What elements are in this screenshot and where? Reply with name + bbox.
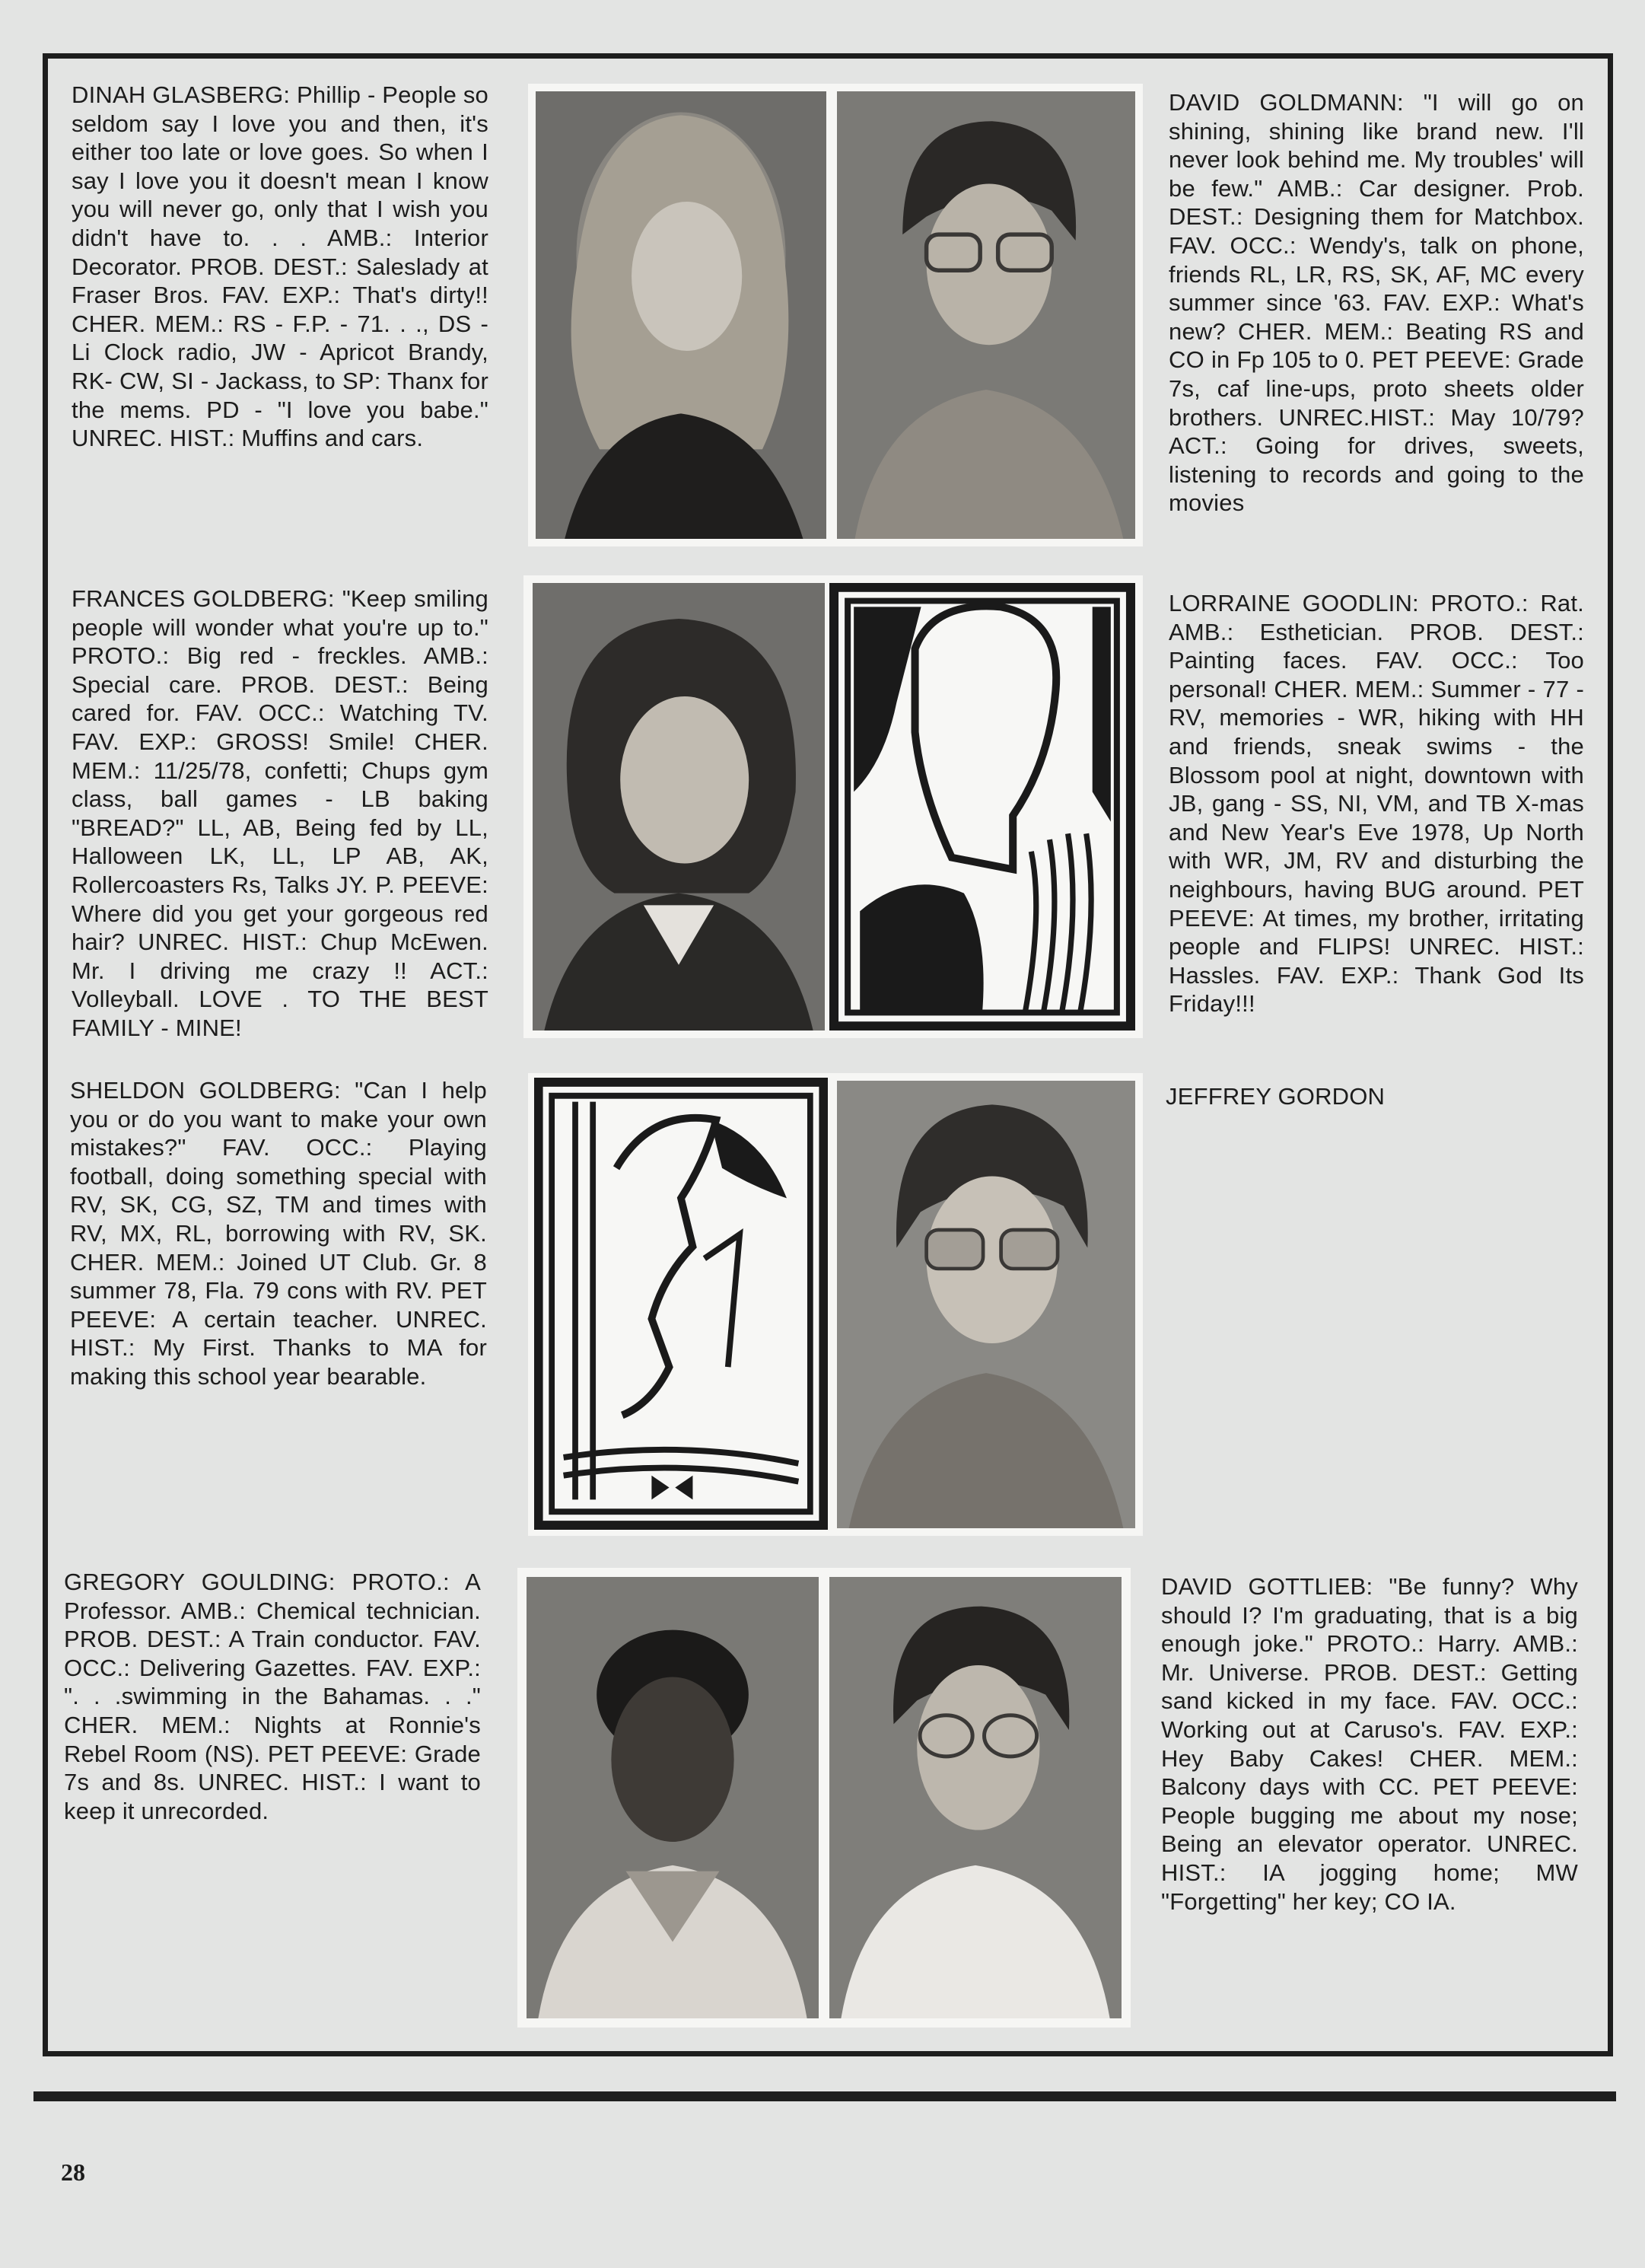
bio-david-goldmann: DAVID GOLDMANN: "I will go on shining, shining like brand new. I'll never look behind me. My troubles' will be few." AMB.: Car designer. Prob. DEST.: Designing them for Matchbox. FAV. OCC.: Wendy's, talk on phone, friends RL, LR, RS, SK, AF, MC every summer since '63. FAV. EXP.: What's new? CHER. MEM.: Beating RS and CO in Fp 105 to 0. PET PEEVE: Grade 7s, caf line-ups, proto sheets older brothers. UNREC.HIST.: May 10/79? ACT.: Going for drives, sweets, listening to records and going to the movies: [1169, 89, 1584, 517]
portrait-photo-jeffrey-gordon: [837, 1081, 1135, 1528]
portrait-photo-frances-goldberg: [533, 583, 825, 1030]
bio-frances-goldberg: FRANCES GOLDBERG: "Keep smiling people will wonder what you're up to." PROTO.: Big red - freckles. AMB.: Special care. PROB. DEST.: Being cared for. FAV. OCC.: Watching TV. FAV. EXP.: GROSS! Smile! CHER. MEM.: 11/25/78, confetti; Chups gym class, ball games - LB baking "BREAD?" LL, AB, Being fed by LL, Halloween LK, LL, LP AB, AK, Rollercoasters Rs, Talks JY. P. PEEVE: Where did you get your gorgeous red hair? UNREC. HIST.: Chup McEwen. Mr. I driving me crazy !! ACT.: Volleyball. LOVE . TO THE BEST FAMILY - MINE!: [72, 585, 488, 1041]
bio-lorraine-goodlin: LORRAINE GOODLIN: PROTO.: Rat. AMB.: Esthetician. PROB. DEST.: Painting faces. FAV. OCC.: Too personal! CHER. MEM.: Summer - 77 - RV, memories - WR, hiking with HH and friends, sneak swims - the Blossom pool at night, downtown with JB, gang - SS, NI, VM, and TB X-mas and New Year's Eve 1978, Up North with WR, JM, RV and disturbing the neighbours, having BUG around. PET PEEVE: At times, my brother, irritating people and FLIPS! UNREC. HIST.: Hassles. FAV. EXP.: Thank God Its Friday!!!: [1169, 590, 1584, 1018]
bio-sheldon-goldberg: SHELDON GOLDBERG: "Can I help you or do you want to make your own mistakes?" FAV. OCC.: Playing football, doing something special with RV, SK, CG, SZ, TM and times with RV, MX, RL, borrowing with RV, SK. CHER. MEM.: Joined UT Club. Gr. 8 summer 78, Fla. 79 cons with RV. PET PEEVE: A certain teacher. UNREC. HIST.: My First. Thanks to MA for making this school year bearable.: [70, 1077, 487, 1390]
portrait-photo-david-gottlieb: [829, 1577, 1122, 2018]
photo-pair-row-3: [528, 1073, 1143, 1536]
photo-pair-row-1: [528, 84, 1143, 546]
graphic-placeholder-sheldon-goldberg: [534, 1078, 828, 1530]
bio-jeffrey-gordon: JEFFREY GORDON: [1166, 1083, 1386, 1110]
photo-pair-row-2: [523, 575, 1143, 1038]
portrait-photo-david-goldmann: [837, 91, 1135, 539]
bio-gregory-goulding: GREGORY GOULDING: PROTO.: A Professor. AMB.: Chemical technician. PROB. DEST.: A Train conductor. FAV. OCC.: Delivering Gazettes. FAV. EXP.: ". . .swimming in the Bahamas. . ." CHER. MEM.: Nights at Ronnie's Rebel Room (NS). PET PEEVE: Grade 7s and 8s. UNREC. HIST.: I want to keep it unrecorded.: [64, 1569, 481, 1824]
bio-dinah-glasberg: DINAH GLASBERG: Phillip - People so seldom say I love you and then, it's either too late or love goes. So when I say I love you it doesn't mean I know you will never go, only that I wish you didn't have to. . . AMB.: Interior Decorator. PROB. DEST.: Saleslady at Fraser Bros. FAV. EXP.: That's dirty!! CHER. MEM.: RS - F.P. - 71. . ., DS - Li Clock radio, JW - Apricot Brandy, RK- CW, SI - Jackass, to SP: Thanx for the mems. PD - "I love you babe." UNREC. HIST.: Muffins and cars.: [72, 81, 488, 452]
bio-david-gottlieb: DAVID GOTTLIEB: "Be funny? Why should I? I'm graduating, that is a big enough joke." PROTO.: Harry. AMB.: Mr. Universe. PROB. DEST.: Getting sand kicked in my face. FAV. OCC.: Working out at Caruso's. FAV. EXP.: Hey Baby Cakes! CHER. MEM.: Balcony days with CC. PET PEEVE: People bugging me about my nose; Being an elevator operator. UNREC. HIST.: IA jogging home; MW "Forgetting" her key; CO IA.: [1161, 1573, 1578, 1915]
graphic-placeholder-lorraine-goodlin: [829, 583, 1135, 1030]
photo-pair-row-4: [517, 1568, 1131, 2028]
bottom-rule: [33, 2091, 1616, 2101]
page-number: 28: [61, 2158, 85, 2186]
portrait-photo-gregory-goulding: [527, 1577, 819, 2018]
portrait-photo-dinah-glasberg: [536, 91, 826, 539]
